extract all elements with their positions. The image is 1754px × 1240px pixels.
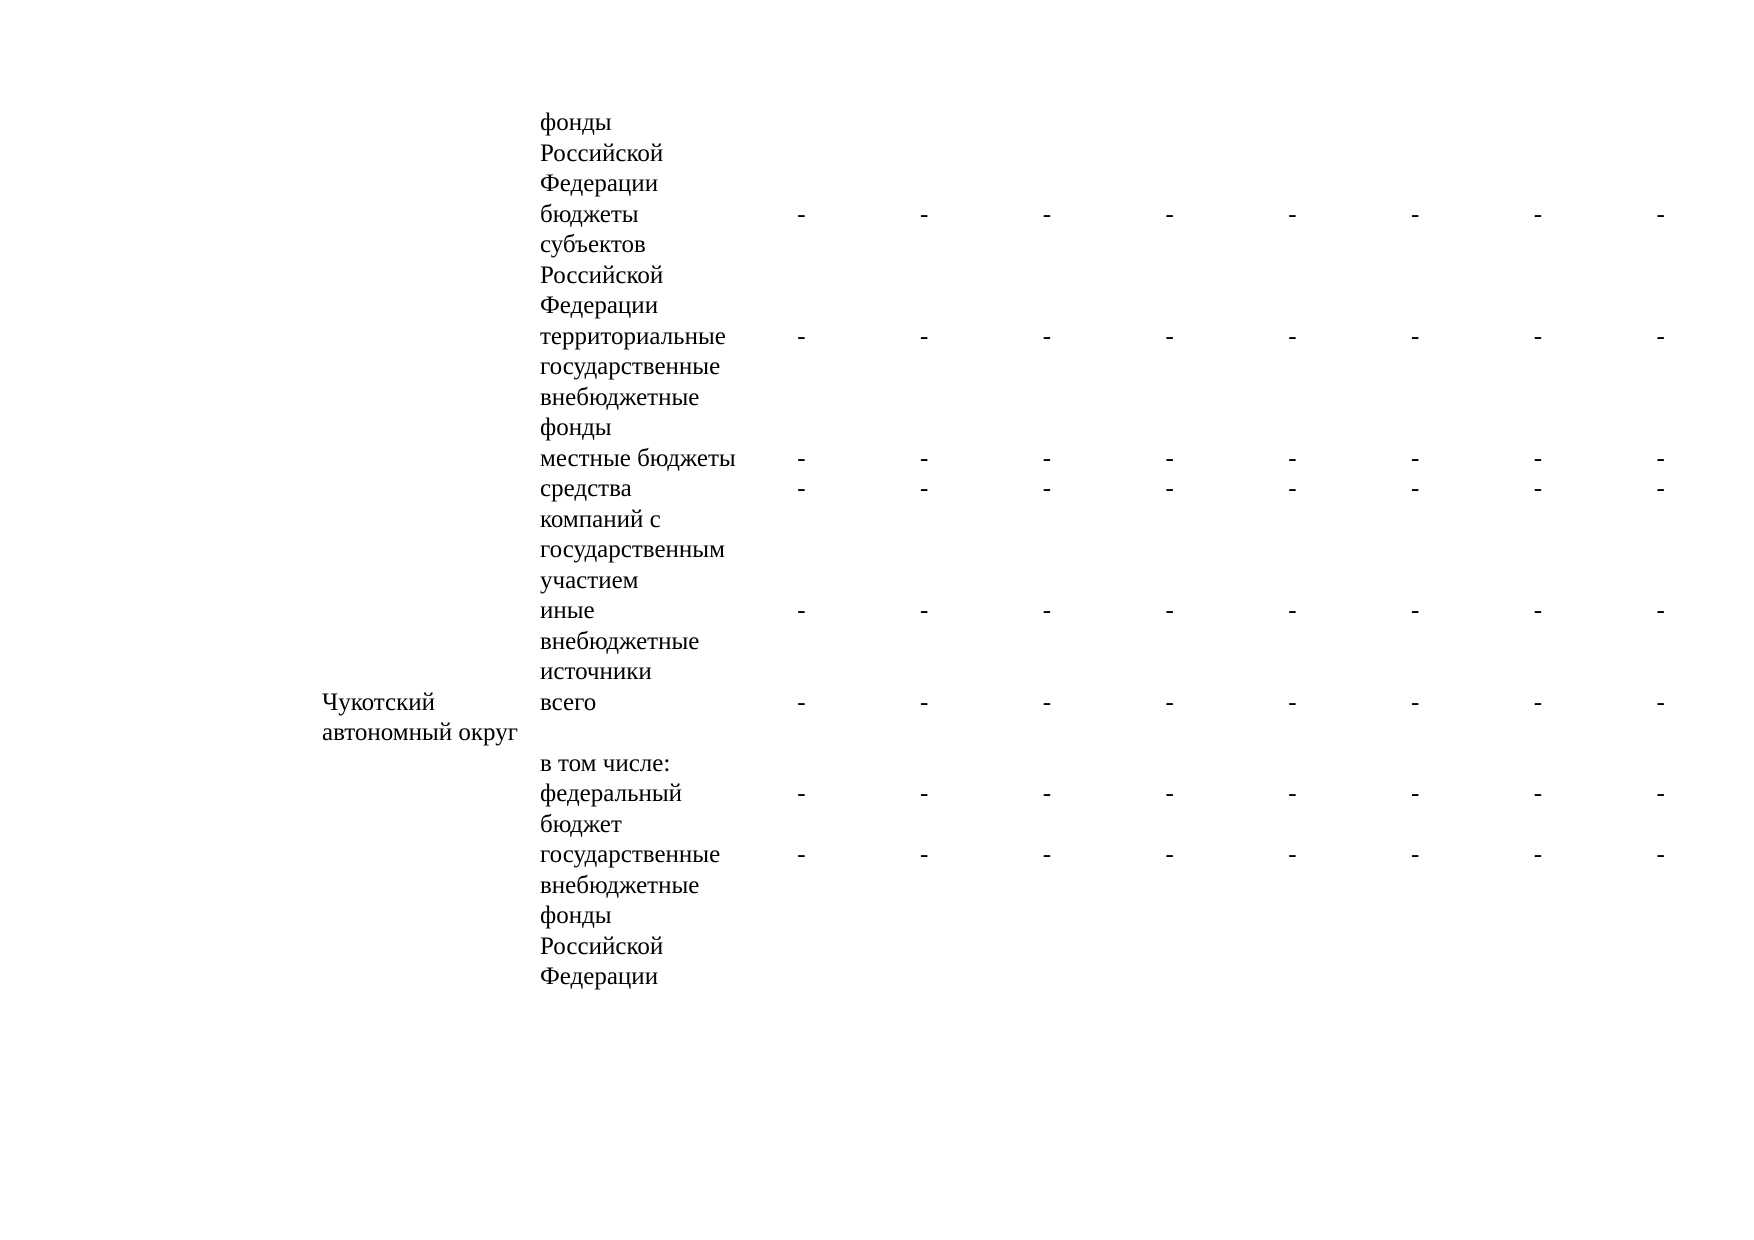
value-cell: - bbox=[1165, 444, 1174, 472]
value-cell: - bbox=[1410, 475, 1420, 502]
value-cell: - bbox=[1288, 475, 1297, 502]
funding-source-cell: средства компаний с государственным участием bbox=[540, 475, 725, 594]
funding-source-cell: федеральный бюджет bbox=[540, 780, 683, 838]
value-cell: - bbox=[919, 780, 929, 807]
value-cell: - bbox=[919, 475, 929, 502]
value-cell: - bbox=[1165, 597, 1174, 624]
value-cell: - bbox=[1656, 688, 1665, 716]
table-row bbox=[322, 779, 1722, 840]
value-cell: - bbox=[1042, 475, 1052, 502]
region-name-cell: Чукотский автономный округ bbox=[322, 688, 518, 746]
table-row bbox=[322, 688, 1722, 749]
value-cell: - bbox=[1288, 200, 1297, 228]
value-cell bbox=[740, 749, 863, 780]
value-cell: - bbox=[797, 444, 806, 472]
value-cell: - bbox=[1533, 322, 1543, 350]
value-cell: - bbox=[1656, 841, 1665, 868]
value-cell: - bbox=[1288, 688, 1297, 716]
value-cell: - bbox=[1042, 597, 1052, 624]
value-cell: - bbox=[1410, 322, 1420, 350]
value-cell: - bbox=[1533, 841, 1543, 868]
region-name-cell bbox=[322, 474, 540, 596]
value-cell: - bbox=[797, 841, 806, 868]
value-cell: - bbox=[1288, 444, 1297, 472]
value-cell: - bbox=[1042, 780, 1052, 807]
value-cell: - bbox=[1165, 322, 1174, 350]
value-cell: - bbox=[1410, 597, 1420, 624]
value-cell: - bbox=[919, 688, 929, 716]
value-cell: - bbox=[797, 322, 806, 350]
value-cell: - bbox=[1533, 597, 1543, 624]
value-cell bbox=[1599, 749, 1722, 780]
region-name-cell bbox=[322, 749, 540, 780]
region-name-cell bbox=[322, 200, 540, 322]
value-cell: - bbox=[1165, 200, 1174, 228]
value-cell: - bbox=[1042, 200, 1052, 228]
value-cell: - bbox=[1533, 200, 1543, 228]
value-cell bbox=[986, 749, 1109, 780]
funding-source-cell: бюджеты субъектов Российской Федерации bbox=[540, 200, 664, 319]
table-row bbox=[322, 444, 1722, 475]
value-cell bbox=[863, 749, 986, 780]
value-cell bbox=[1108, 108, 1231, 200]
value-cell: - bbox=[1042, 444, 1052, 472]
region-name-cell bbox=[322, 322, 540, 444]
value-cell: - bbox=[1533, 444, 1543, 472]
table-row bbox=[322, 840, 1722, 993]
value-cell bbox=[1477, 108, 1600, 200]
table-body bbox=[322, 108, 1722, 993]
value-cell: - bbox=[1288, 597, 1297, 624]
value-cell: - bbox=[919, 597, 929, 624]
value-cell bbox=[986, 108, 1109, 200]
value-cell: - bbox=[1410, 444, 1420, 472]
value-cell: - bbox=[919, 444, 929, 472]
table-row bbox=[322, 108, 1722, 200]
funding-source-cell: в том числе: bbox=[540, 749, 671, 777]
value-cell: - bbox=[1042, 688, 1052, 716]
value-cell: - bbox=[1410, 780, 1420, 807]
table-row bbox=[322, 322, 1722, 444]
value-cell: - bbox=[1533, 780, 1543, 807]
table-row bbox=[322, 474, 1722, 596]
value-cell bbox=[1108, 749, 1231, 780]
value-cell: - bbox=[1288, 322, 1297, 350]
value-cell: - bbox=[1656, 475, 1665, 502]
region-name-cell bbox=[322, 444, 540, 475]
funding-source-cell: местные бюджеты bbox=[540, 444, 736, 472]
value-cell: - bbox=[1042, 322, 1052, 350]
region-name-cell bbox=[322, 596, 540, 688]
value-cell: - bbox=[1165, 780, 1174, 807]
value-cell: - bbox=[1165, 841, 1174, 868]
funding-source-cell: всего bbox=[540, 688, 597, 716]
value-cell: - bbox=[1656, 200, 1665, 228]
region-name-cell bbox=[322, 779, 540, 840]
value-cell: - bbox=[919, 841, 929, 868]
value-cell: - bbox=[1288, 841, 1297, 868]
value-cell: - bbox=[797, 688, 806, 716]
funding-source-cell: фонды Российской Федерации bbox=[540, 109, 664, 197]
funding-source-cell: иные внебюджетные источники bbox=[540, 597, 700, 685]
value-cell: - bbox=[1410, 200, 1420, 228]
value-cell: - bbox=[1042, 841, 1052, 868]
value-cell: - bbox=[1533, 475, 1543, 502]
value-cell bbox=[863, 108, 986, 200]
value-cell: - bbox=[797, 597, 806, 624]
value-cell: - bbox=[919, 322, 929, 350]
value-cell: - bbox=[1656, 597, 1665, 624]
value-cell bbox=[1354, 749, 1477, 780]
value-cell bbox=[1231, 749, 1354, 780]
region-name-cell bbox=[322, 840, 540, 993]
budget-allocation-table bbox=[322, 108, 1722, 993]
funding-source-cell: территориальные государственные внебюджетные фонды bbox=[540, 322, 726, 441]
table-row bbox=[322, 596, 1722, 688]
value-cell bbox=[1477, 749, 1600, 780]
value-cell: - bbox=[1165, 475, 1174, 502]
table-row bbox=[322, 200, 1722, 322]
value-cell: - bbox=[1288, 780, 1297, 807]
value-cell: - bbox=[1410, 688, 1420, 716]
value-cell bbox=[1231, 108, 1354, 200]
value-cell: - bbox=[797, 780, 806, 807]
value-cell: - bbox=[1656, 780, 1665, 807]
value-cell: - bbox=[919, 200, 929, 228]
value-cell bbox=[1599, 108, 1722, 200]
value-cell: - bbox=[1410, 841, 1420, 868]
value-cell: - bbox=[797, 475, 806, 502]
value-cell: - bbox=[1165, 688, 1174, 716]
funding-source-cell: государственные внебюджетные фонды Российской Федерации bbox=[540, 841, 721, 990]
value-cell: - bbox=[1656, 444, 1665, 472]
value-cell bbox=[740, 108, 863, 200]
region-name-cell bbox=[322, 108, 540, 200]
table-row bbox=[322, 749, 1722, 780]
value-cell: - bbox=[797, 200, 806, 228]
value-cell bbox=[1354, 108, 1477, 200]
value-cell: - bbox=[1656, 322, 1665, 350]
value-cell: - bbox=[1533, 688, 1543, 716]
